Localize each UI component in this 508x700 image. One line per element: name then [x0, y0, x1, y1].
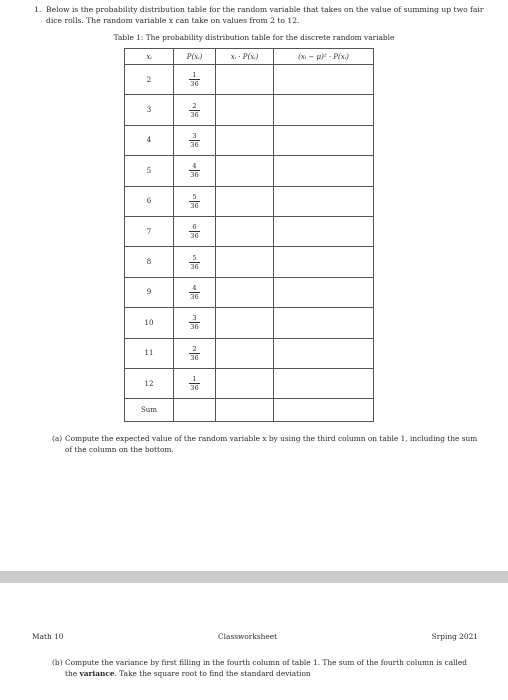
probability-cell — [174, 216, 216, 246]
x-times-p-cell — [216, 368, 274, 398]
footer-course: Math 10 — [32, 632, 64, 641]
fraction-denominator: 36 — [190, 80, 199, 89]
x-times-p-cell — [216, 65, 274, 95]
table-row — [125, 247, 374, 277]
fraction-numerator: 2 — [192, 344, 197, 353]
header-x-times-p: xᵢ · P(xᵢ) — [216, 49, 274, 65]
sum-label-cell: Sum — [125, 399, 174, 422]
x-value-cell: 12 — [125, 368, 174, 398]
probability-fraction — [189, 223, 199, 240]
fraction-denominator: 36 — [190, 232, 199, 241]
x-value-cell: 8 — [125, 247, 174, 277]
problem-text: Below is the probability distribution table for the random variable that takes on the value of summing up two fair dice rolls. The random variable x can take on values from 2 to 12. — [46, 5, 484, 25]
variance-term-cell — [274, 277, 374, 307]
probability-cell — [174, 95, 216, 125]
part-b-text-before: Compute the variance by first filling in the fourth column of table 1. The sum of the fourth column is called the — [65, 658, 467, 678]
table-row — [125, 186, 374, 216]
x-value-cell: 6 — [125, 186, 174, 216]
probability-fraction — [189, 375, 199, 392]
part-a — [52, 433, 480, 455]
fraction-numerator: 2 — [192, 101, 197, 110]
table-header-row — [125, 49, 374, 65]
x-times-p-cell — [216, 216, 274, 246]
part-b — [52, 657, 480, 679]
fraction-denominator: 36 — [190, 110, 199, 119]
sum-x-times-p-cell — [216, 399, 274, 422]
variance-term-cell — [274, 216, 374, 246]
probability-fraction — [189, 284, 199, 301]
probability-cell — [174, 277, 216, 307]
sum-row — [125, 399, 374, 422]
x-value-cell: 9 — [125, 277, 174, 307]
x-times-p-cell — [216, 308, 274, 338]
footer-title: Classworksheet — [218, 632, 278, 641]
table-row — [125, 65, 374, 95]
fraction-numerator: 1 — [192, 375, 197, 384]
variance-term-cell — [274, 65, 374, 95]
table-row — [125, 277, 374, 307]
header-variance-term: (xᵢ − μ)² · P(xᵢ) — [274, 49, 374, 65]
fraction-denominator: 36 — [190, 201, 199, 210]
part-b-text-after: . Take the square root to find the standard deviation — [114, 669, 311, 678]
probability-cell — [174, 156, 216, 186]
probability-fraction — [189, 254, 199, 271]
probability-fraction — [189, 345, 199, 362]
variance-term-cell — [274, 338, 374, 368]
variance-term-cell — [274, 308, 374, 338]
fraction-numerator: 4 — [192, 283, 197, 292]
x-value-cell: 2 — [125, 65, 174, 95]
fraction-numerator: 6 — [192, 223, 197, 232]
x-value-cell: 3 — [125, 95, 174, 125]
header-x: xᵢ — [125, 49, 174, 65]
table-row — [125, 308, 374, 338]
probability-cell — [174, 247, 216, 277]
x-value-cell: 5 — [125, 156, 174, 186]
probability-cell — [174, 308, 216, 338]
probability-cell — [174, 368, 216, 398]
x-times-p-cell — [216, 95, 274, 125]
fraction-denominator: 36 — [190, 140, 199, 149]
x-value-cell: 4 — [125, 125, 174, 155]
fraction-denominator: 36 — [190, 262, 199, 271]
probability-fraction — [189, 71, 199, 88]
table-row — [125, 125, 374, 155]
part-a-text: Compute the expected value of the random variable x by using the third column on table 1, including the sum of the column on the bottom. — [65, 434, 478, 454]
x-times-p-cell — [216, 247, 274, 277]
probability-cell — [174, 186, 216, 216]
probability-fraction — [189, 193, 199, 210]
probability-fraction — [189, 314, 199, 331]
x-times-p-cell — [216, 156, 274, 186]
probability-cell — [174, 125, 216, 155]
fraction-denominator: 36 — [190, 323, 199, 332]
fraction-numerator: 5 — [192, 192, 197, 201]
fraction-numerator: 3 — [192, 314, 197, 323]
table-body — [125, 65, 374, 422]
x-times-p-cell — [216, 338, 274, 368]
fraction-denominator: 36 — [190, 292, 199, 301]
x-value-cell: 10 — [125, 308, 174, 338]
sum-variance-cell — [274, 399, 374, 422]
fraction-numerator: 1 — [192, 71, 197, 80]
table-row — [125, 156, 374, 186]
problem-statement — [34, 4, 484, 26]
fraction-numerator: 3 — [192, 131, 197, 140]
fraction-numerator: 4 — [192, 162, 197, 171]
probability-fraction — [189, 162, 199, 179]
sum-probability-cell — [174, 399, 216, 422]
x-times-p-cell — [216, 125, 274, 155]
variance-term-cell — [274, 156, 374, 186]
fraction-denominator: 36 — [190, 171, 199, 180]
variance-term-cell — [274, 95, 374, 125]
probability-fraction — [189, 102, 199, 119]
probability-distribution-table — [124, 48, 374, 422]
problem-number: 1. — [34, 5, 42, 14]
part-a-label: (a) — [52, 434, 63, 443]
footer-term: Srping 2021 — [431, 632, 478, 641]
probability-fraction — [189, 132, 199, 149]
header-probability: P(xᵢ) — [174, 49, 216, 65]
probability-cell — [174, 65, 216, 95]
variance-term: variance — [79, 669, 115, 678]
variance-term-cell — [274, 368, 374, 398]
fraction-denominator: 36 — [190, 353, 199, 362]
fraction-denominator: 36 — [190, 384, 199, 393]
x-value-cell: 7 — [125, 216, 174, 246]
fraction-numerator: 5 — [192, 253, 197, 262]
variance-term-cell — [274, 247, 374, 277]
x-times-p-cell — [216, 186, 274, 216]
part-b-label: (b) — [52, 658, 63, 667]
probability-cell — [174, 338, 216, 368]
table-row — [125, 368, 374, 398]
page-footer — [32, 632, 478, 641]
x-times-p-cell — [216, 277, 274, 307]
part-b-text — [65, 657, 480, 679]
table-row — [125, 95, 374, 125]
variance-term-cell — [274, 186, 374, 216]
table-row — [125, 338, 374, 368]
table-row — [125, 216, 374, 246]
x-value-cell: 11 — [125, 338, 174, 368]
table-caption: Table 1: The probability distribution table for the discrete random variable — [113, 33, 395, 42]
variance-term-cell — [274, 125, 374, 155]
page-separator — [0, 571, 508, 583]
